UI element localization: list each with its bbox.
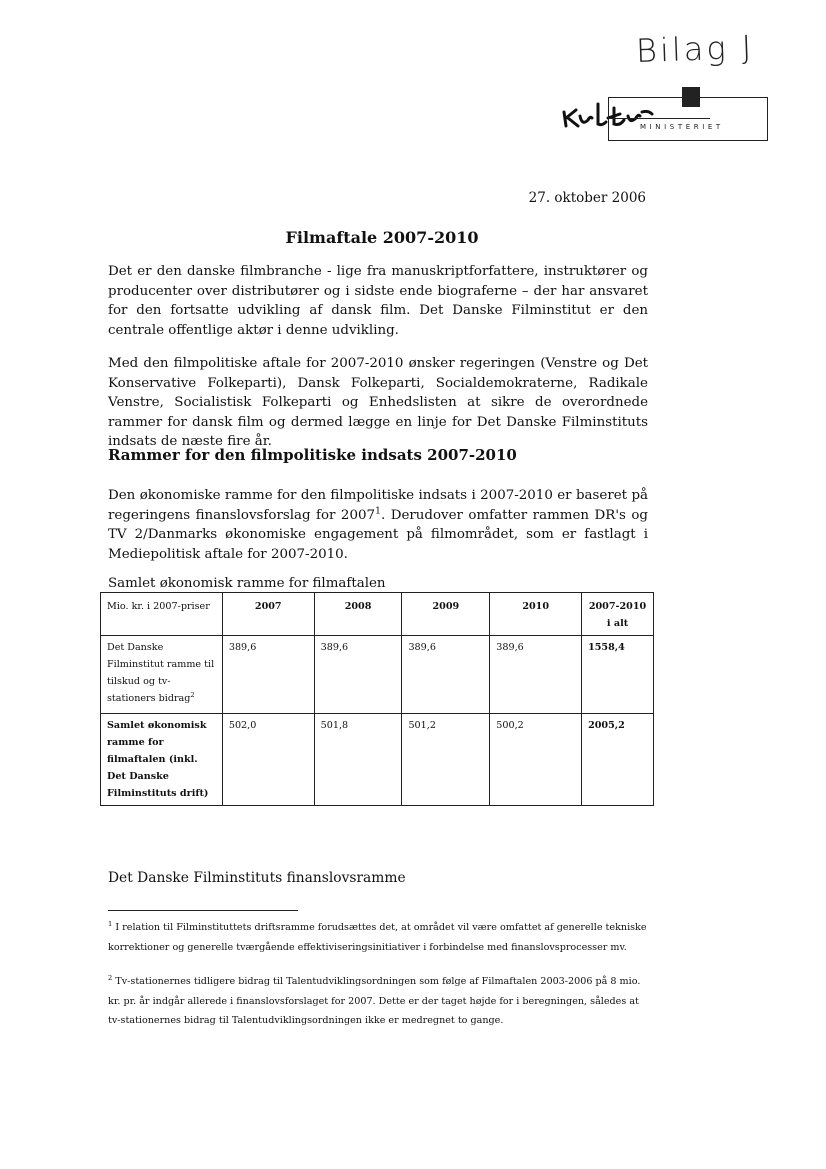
footnote-ref-1: 1 — [375, 505, 381, 517]
table-cell: 501,8 — [314, 714, 402, 806]
document-date: 27. oktober 2006 — [528, 190, 646, 206]
table-header-cell: 2009 — [402, 593, 490, 636]
footnote-ref-2: 2 — [190, 690, 195, 699]
table-header-cell: 2008 — [314, 593, 402, 636]
table-cell: 389,6 — [490, 636, 582, 714]
section-paragraph-text: Den økonomiske ramme for den filmpolitiske indsats i 2007-2010 er baseret på regeringens finanslovsforslag for 2007 — [108, 488, 648, 523]
table-cell: 502,0 — [222, 714, 314, 806]
footnote-text: Tv-stationernes tidligere bidrag til Talentudviklingsordningen som følge af Filmaftalen 2003-2006 på 8 mio. kr. pr. år indgår allerede i finanslovsforslaget for 2007. Dette er der taget højde for i beregningen, således at tv-stationernes bidrag til Talentudviklingsordningen ikke er medregnet to gange. — [108, 976, 641, 1026]
footnote-1 — [108, 918, 648, 957]
table-row — [101, 714, 654, 806]
document-title: Filmaftale 2007-2010 — [285, 228, 479, 247]
section-heading: Rammer for den filmpolitiske indsats 2007-2010 — [108, 446, 517, 464]
table-header-row — [101, 593, 654, 636]
table-cell: 500,2 — [490, 714, 582, 806]
table-header-cell: 2007-2010 i alt — [582, 593, 654, 636]
table-row-label: Samlet økonomisk ramme for filmaftalen (inkl. Det Danske Filminstituts drift) — [101, 714, 223, 806]
footnote-2 — [108, 972, 648, 1031]
footnote-number: 1 — [108, 919, 113, 928]
table-header-cell: 2007 — [222, 593, 314, 636]
intro-paragraph-1: Det er den danske filmbranche - lige fra manuskriptforfattere, instruktører og producenter over distributører og i sidste ende biograferne – der har ansvaret for den fortsatte udvikling af dansk film. Det Danske Filminstitut er den centrale offentlige aktør i denne udvikling. — [108, 264, 648, 338]
table-caption: Samlet økonomisk ramme for filmaftalen — [108, 576, 386, 591]
footnote-divider — [108, 910, 298, 911]
table-row — [101, 636, 654, 714]
table-header-cell: 2010 — [490, 593, 582, 636]
section-paragraph — [108, 486, 648, 564]
logo-divider — [608, 118, 710, 119]
intro-paragraph-2: Med den filmpolitiske aftale for 2007-2010 ønsker regeringen (Venstre og Det Konservative Folkeparti), Dansk Folkeparti, Socialdemokraterne, Radikale Venstre, Socialistisk Folkeparti og Enhedslisten at sikre de overordnede rammer for dansk film og dermed lægge en linje for Det Danske Filminstituts indsats de næste fire år. — [108, 356, 648, 449]
section2-heading: Det Danske Filminstituts finanslovsramme — [108, 870, 406, 886]
table-row-label — [101, 636, 223, 714]
handwritten-annotation: Bilag J — [635, 27, 755, 71]
table-cell: 501,2 — [402, 714, 490, 806]
table-cell-total: 2005,2 — [582, 714, 654, 806]
footnote-text: I relation til Filminstituttets driftsramme forudsættes det, at området vil være omfattet af generelle tekniske korrektioner og generelle tværgående effektiviseringsinitiativer i forbindelse med finanslovsprocesser mv. — [108, 922, 647, 953]
footnote-number: 2 — [108, 973, 113, 982]
table-cell: 389,6 — [314, 636, 402, 714]
table-header-cell: Mio. kr. i 2007-priser — [101, 593, 223, 636]
table-cell: 389,6 — [402, 636, 490, 714]
budget-table — [100, 592, 654, 806]
row-label-text: Det Danske Filminstitut ramme til tilskud og tv-stationers bidrag — [107, 642, 215, 704]
section-paragraph-text-cont: . Derudover omfatter rammen DR's og TV 2/Danmarks økonomiske engagement på filmområdet, som er fastlagt i Mediepolitisk aftale for 2007-2010. — [108, 507, 648, 562]
table-cell-total: 1558,4 — [582, 636, 654, 714]
ministry-logo-frame — [608, 97, 768, 141]
table-cell: 389,6 — [222, 636, 314, 714]
ministry-logo-text: MINISTERIET — [640, 123, 724, 131]
